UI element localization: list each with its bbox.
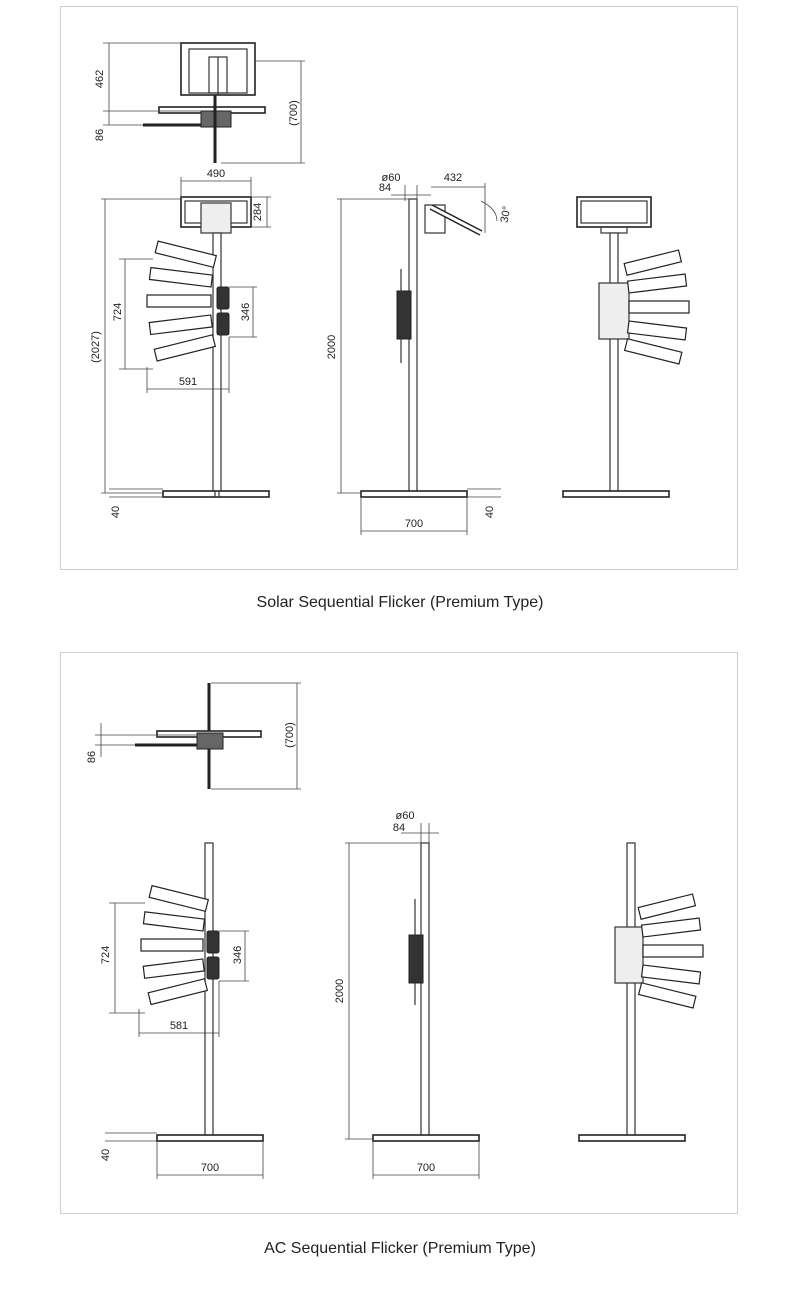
- solar-rear-view: [563, 197, 689, 497]
- ac-top-dim-offset: 86: [86, 750, 98, 764]
- ac-front-view: [100, 843, 263, 1179]
- solar-side-dim-pole-dia: ø60: [381, 172, 401, 184]
- solar-top-dim-overall: (700): [288, 100, 300, 126]
- ac-front-dim-arrow-height: 724: [100, 945, 112, 965]
- solar-front-dim-overall-height: (2027): [90, 331, 102, 363]
- ac-drawing: [61, 653, 737, 1213]
- ac-side-dim-base-width: 700: [416, 1162, 436, 1174]
- solar-front-dim-lamp: 346: [240, 302, 252, 322]
- solar-side-dim-bracket: 84: [378, 182, 392, 194]
- solar-front-dim-width: 490: [206, 168, 226, 180]
- solar-front-dim-panel: 284: [252, 202, 264, 222]
- solar-top-dim-offset: 86: [94, 128, 106, 142]
- ac-front-dim-base-width: 700: [200, 1162, 220, 1174]
- ac-side-view: [334, 810, 479, 1179]
- solar-front-dim-arrow-width: 591: [178, 376, 198, 388]
- solar-side-dim-base: 40: [484, 505, 496, 519]
- solar-front-dim-arrow-height: 724: [112, 302, 124, 322]
- solar-side-view: [326, 172, 513, 535]
- ac-drawing-panel: [60, 652, 738, 1214]
- solar-caption: Solar Sequential Flicker (Premium Type): [256, 594, 544, 611]
- ac-front-dim-lamp: 346: [232, 945, 244, 965]
- ac-front-dim-base: 40: [100, 1148, 112, 1162]
- solar-side-dim-base-width: 700: [404, 518, 424, 530]
- solar-drawing: [61, 7, 737, 569]
- ac-caption: AC Sequential Flicker (Premium Type): [264, 1240, 536, 1257]
- solar-top-view: [94, 43, 305, 163]
- ac-rear-view: [579, 843, 703, 1141]
- ac-top-dim-overall: (700): [284, 722, 296, 748]
- solar-top-dim-height: 462: [94, 69, 106, 89]
- solar-front-dim-base: 40: [110, 505, 122, 519]
- ac-side-dim-pole-dia: ø60: [395, 810, 415, 822]
- ac-side-dim-height: 2000: [334, 978, 346, 1004]
- ac-side-dim-bracket: 84: [392, 822, 406, 834]
- ac-front-dim-arrow-width: 581: [169, 1020, 189, 1032]
- solar-side-dim-reach: 432: [443, 172, 463, 184]
- solar-side-dim-angle: 30°: [498, 205, 514, 224]
- ac-top-view: [86, 683, 301, 789]
- solar-front-view: [90, 168, 271, 518]
- solar-drawing-panel: [60, 6, 738, 570]
- solar-side-dim-height: 2000: [326, 334, 338, 360]
